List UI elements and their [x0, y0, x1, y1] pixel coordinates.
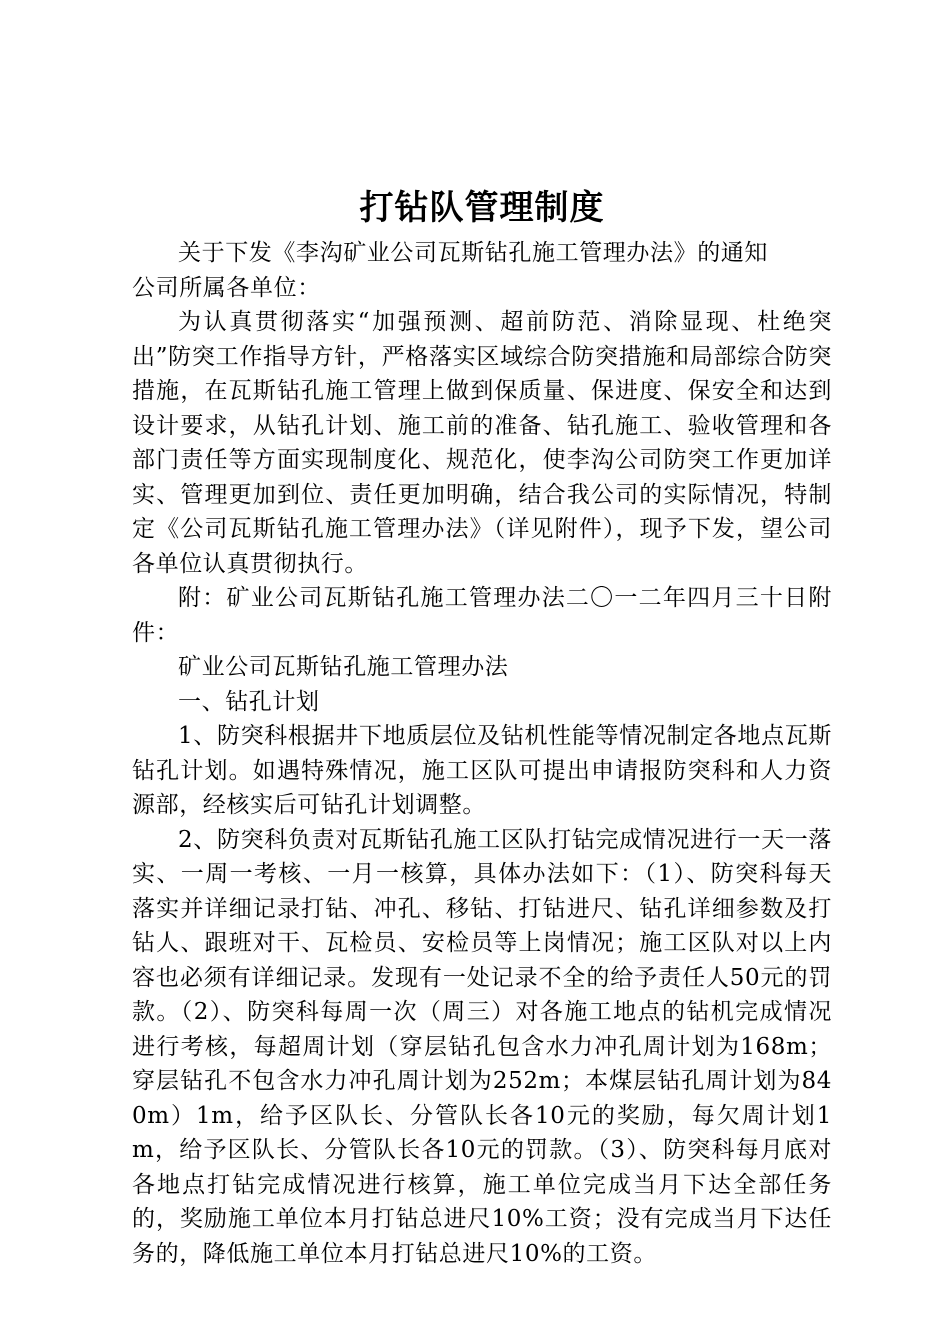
body-paragraph: 2、防突科负责对瓦斯钻孔施工区队打钻完成情况进行一天一落实、一周一考核、一月一核算，具体办法如下：（1）、防突科每天落实并详细记录打钻、冲孔、移钻、打钻进尺、钻孔详细参数及打钻人、跟班对干、瓦检员、安检员等上岗情况；施工区队对以上内容也必须有详细记录。发现有一处记录不全的给予责任人50元的罚款。（2）、防突科每周一次（周三）对各施工地点的钻机完成情况进行考核，每超周计划（穿层钻孔包含水力冲孔周计划为168m；穿层钻孔不包含水力冲孔周计划为252m；本煤层钻孔周计划为840m）1m，给予区队长、分管队长各10元的奖励，每欠周计划1m，给予区队长、分管队长各10元的罚款。（3）、防突科每月底对各地点打钻完成情况进行核算，施工单位完成当月下达全部任务的，奖励施工单位本月打钻总进尺10%工资；没有完成当月下达任务的，降低施工单位本月打钻总进尺10%的工资。: [132, 826, 832, 1267]
document-title: 打钻队管理制度: [359, 188, 605, 228]
body-paragraph: 为认真贯彻落实“加强预测、超前防范、消除显现、杜绝突出”防突工作指导方针，严格落实区域综合防突措施和局部综合防突措施，在瓦斯钻孔施工管理上做到保质量、保进度、保安全和达到设计要求，从钻孔计划、施工前的准备、钻孔施工、验收管理和各部门责任等方面实现制度化、规范化，使李沟公司防突工作更加详实、管理更加到位、责任更加明确，结合我公司的实际情况，特制定《公司瓦斯钻孔施工管理办法》（详见附件），现予下发，望公司各单位认真贯彻执行。: [132, 309, 832, 577]
body-paragraph: 关于下发《李沟矿业公司瓦斯钻孔施工管理办法》的通知: [178, 240, 768, 266]
body-paragraph: 附：矿业公司瓦斯钻孔施工管理办法二〇一二年四月三十日附件：: [132, 585, 832, 646]
body-paragraph: 1、防突科根据井下地质层位及钻机性能等情况制定各地点瓦斯钻孔计划。如遇特殊情况，施工区队可提出申请报防突科和人力资源部，经核实后可钻孔计划调整。: [132, 723, 832, 818]
body-paragraph: 一、钻孔计划: [178, 688, 320, 715]
body-paragraph: 矿业公司瓦斯钻孔施工管理办法: [178, 654, 509, 680]
document-body: [132, 236, 832, 1271]
document-page: [132, 180, 832, 1271]
body-paragraph: 公司所属各单位：: [132, 274, 321, 301]
